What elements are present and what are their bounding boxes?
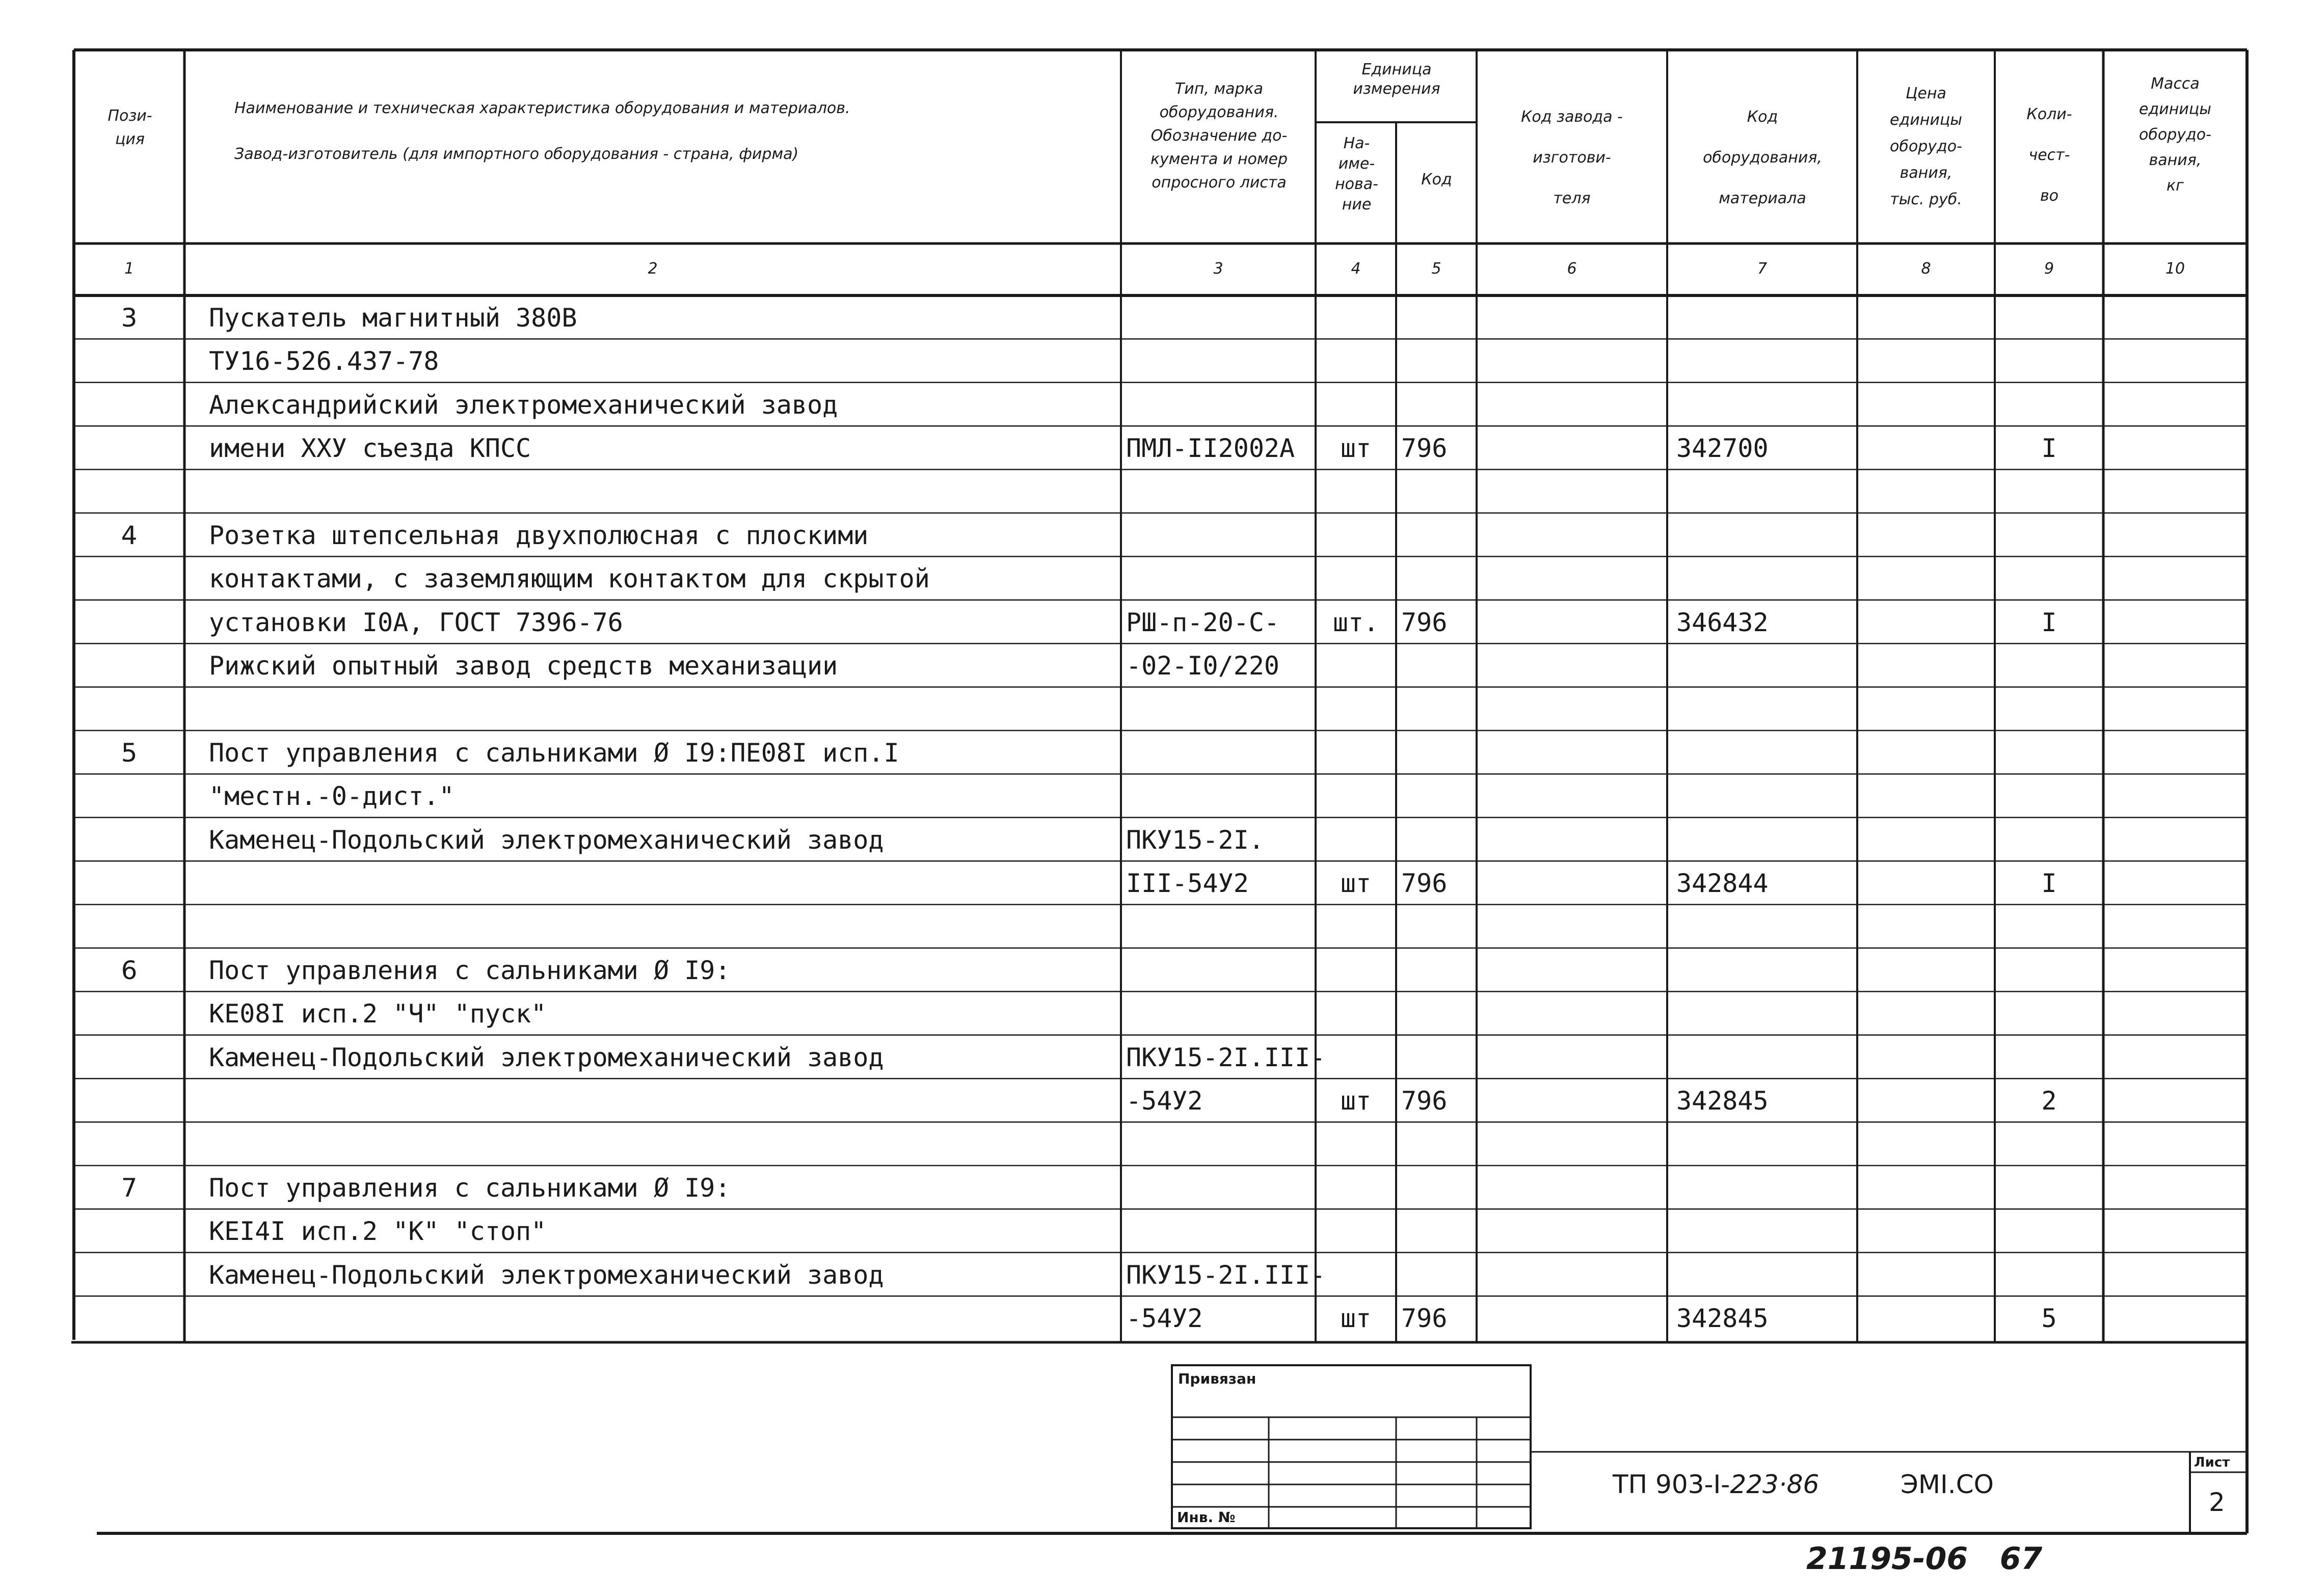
stamp-inv-number: Инв. № <box>1177 1509 1236 1526</box>
cell-name: Пост управления с сальниками Ø I9: <box>209 956 731 985</box>
col-number-7: 7 <box>1757 260 1768 278</box>
cell-qty: 5 <box>2041 1304 2057 1334</box>
cell-type: РШ-п-20-С- <box>1126 607 1280 637</box>
cell-name: "местн.-0-дист." <box>209 781 454 811</box>
cell-type: -54У2 <box>1126 1304 1203 1334</box>
cell-name: Пост управления с сальниками Ø I9: <box>209 1173 731 1203</box>
col-number-9: 9 <box>2044 260 2054 278</box>
header-name: Наименование и техническая характеристика оборудования и материалов. Завод-изготовитель (для импортного оборудования - страна, фирма) <box>234 99 850 163</box>
cell-name: Пускатель магнитный 380В <box>209 303 577 333</box>
cell-unit: шт <box>1340 869 1372 899</box>
cell-pos: 4 <box>121 521 138 550</box>
col-number-3: 3 <box>1213 260 1223 278</box>
cell-qty: 2 <box>2041 1086 2057 1116</box>
cell-name: установки I0А, ГОСТ 7396-76 <box>209 607 623 637</box>
cell-name: Пост управления с сальниками Ø I9:ПЕ08I исп.I <box>209 738 899 768</box>
cell-name: Розетка штепсельная двухполюсная с плоскими <box>209 521 869 550</box>
col-number-4: 4 <box>1351 260 1361 278</box>
header-unit-name: На- име- нова- ние <box>1335 134 1378 213</box>
cell-name: КЕ08I исп.2 "Ч" "пуск" <box>209 999 547 1029</box>
cell-type: -54У2 <box>1126 1086 1203 1116</box>
cell-qty: I <box>2041 869 2057 899</box>
cell-pos: 3 <box>121 303 138 333</box>
cell-code: 342700 <box>1676 434 1769 464</box>
document-mark: ЭМI.СО <box>1901 1470 1994 1499</box>
footer-handwritten-note: 21195-06 67 <box>1806 1541 2043 1577</box>
col-number-8: 8 <box>1921 260 1931 278</box>
header-price: Цена единицы оборудо- вания, тыс. руб. <box>1890 85 1962 208</box>
cell-name: ТУ16-526.437-78 <box>209 346 439 376</box>
header-mass: Масса единицы оборудо- вания, кг <box>2139 75 2211 195</box>
cell-code: 346432 <box>1676 607 1769 637</box>
cell-qty: I <box>2041 607 2057 637</box>
header-equipment-code: Код оборудования, материала <box>1703 108 1822 207</box>
cell-code: 342844 <box>1676 869 1769 899</box>
document-code: ТП 903-I-223·86 <box>1613 1470 1820 1499</box>
col-number-10: 10 <box>2165 260 2185 278</box>
cell-type: -02-I0/220 <box>1126 651 1280 681</box>
cell-ucode: 796 <box>1401 869 1448 899</box>
col-number-2: 2 <box>648 260 658 278</box>
col-number-1: 1 <box>124 260 135 278</box>
cell-name: имени XXУ съезда КПСС <box>209 434 531 464</box>
cell-type: III-54У2 <box>1126 869 1249 899</box>
cell-type: ПМЛ-II2002А <box>1126 434 1295 464</box>
cell-name: Каменец-Подольский электромеханический завод <box>209 825 884 855</box>
cell-code: 342845 <box>1676 1086 1769 1116</box>
cell-type: ПКУ15-2I.III- <box>1126 1260 1326 1290</box>
cell-name: Каменец-Подольский электромеханический завод <box>209 1042 884 1072</box>
header-position: Пози- ция <box>108 107 152 148</box>
cell-code: 342845 <box>1676 1304 1769 1334</box>
cell-qty: I <box>2041 434 2057 464</box>
cell-name: контактами, с заземляющим контактом для скрытой <box>209 564 930 594</box>
header-factory-code: Код завода - изготови- теля <box>1521 108 1623 207</box>
cell-type: ПКУ15-2I. <box>1126 825 1264 855</box>
cell-name: Каменец-Подольский электромеханический завод <box>209 1260 884 1290</box>
cell-name: Александрийский электромеханический завод <box>209 390 838 420</box>
cell-unit: шт. <box>1332 607 1379 637</box>
header-unit: Единица измерения <box>1353 61 1440 98</box>
col-number-6: 6 <box>1567 260 1577 278</box>
cell-unit: шт <box>1340 1086 1372 1116</box>
stamp-privyazan: Привязан <box>1178 1370 1256 1387</box>
sheet-number: 2 <box>2209 1487 2225 1517</box>
cell-pos: 5 <box>121 738 138 768</box>
cell-unit: шт <box>1340 1304 1372 1334</box>
header-quantity: Коли- чест- во <box>2026 105 2072 205</box>
cell-pos: 6 <box>121 956 138 985</box>
cell-pos: 7 <box>121 1173 138 1203</box>
col-number-5: 5 <box>1431 260 1441 278</box>
header-type: Тип, марка оборудования. Обозначение до- кумента и номер опросного листа <box>1150 80 1288 192</box>
cell-name: КЕI4I исп.2 "К" "стоп" <box>209 1216 547 1247</box>
cell-ucode: 796 <box>1401 1086 1448 1116</box>
cell-unit: шт <box>1340 434 1372 464</box>
cell-ucode: 796 <box>1401 434 1448 464</box>
cell-name: Рижский опытный завод средств механизации <box>209 651 838 681</box>
cell-ucode: 796 <box>1401 1304 1448 1334</box>
sheet-label: Лист <box>2194 1455 2230 1470</box>
header-unit-code: Код <box>1421 171 1452 188</box>
cell-type: ПКУ15-2I.III- <box>1126 1042 1326 1072</box>
cell-ucode: 796 <box>1401 607 1448 637</box>
